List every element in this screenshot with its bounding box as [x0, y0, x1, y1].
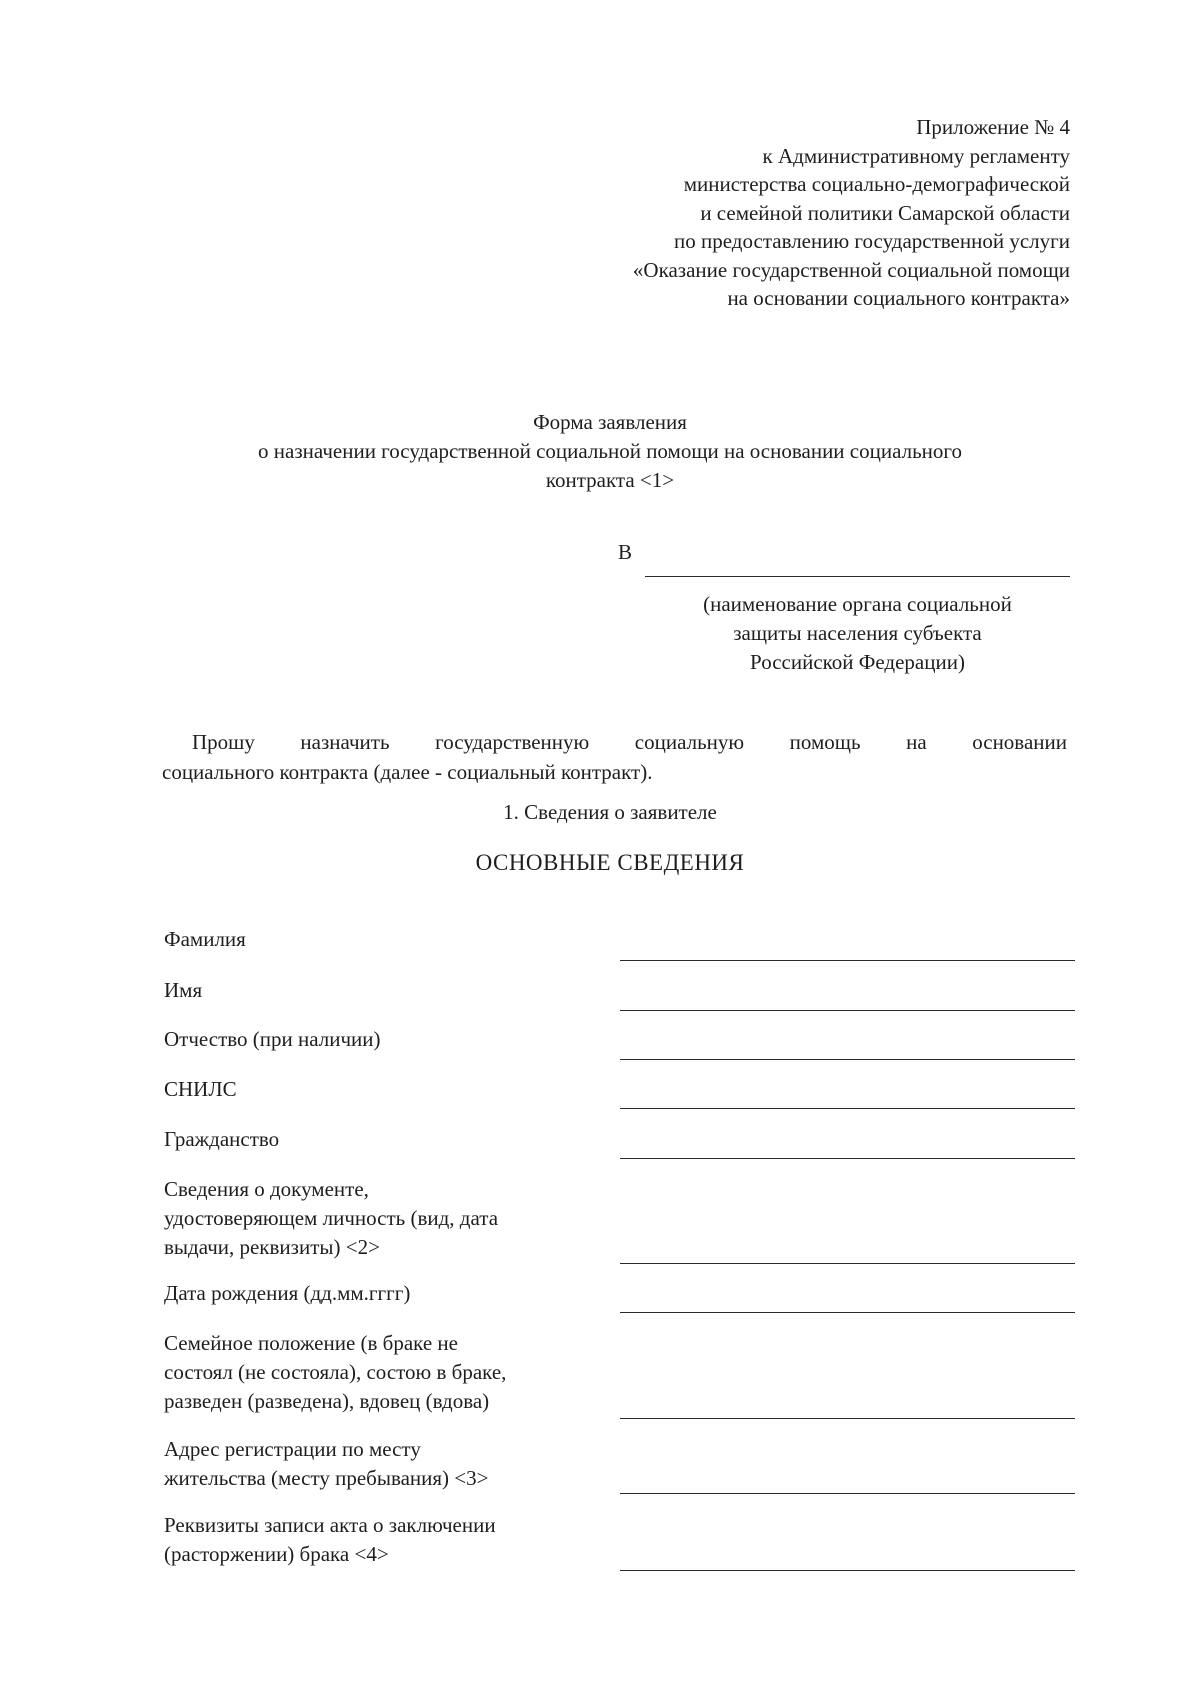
- form-title: [130, 408, 1090, 495]
- field-label-line: Фамилия: [164, 927, 246, 951]
- field-label-citizenship: [164, 1125, 584, 1154]
- field-label-snils: [164, 1075, 584, 1104]
- field-label-line: (расторжении) брака <4>: [164, 1542, 389, 1566]
- addressee-note-line: защиты населения субъекта: [733, 621, 982, 645]
- field-label-line: Гражданство: [164, 1127, 280, 1151]
- request-word: помощь: [789, 730, 861, 754]
- section-heading: 1. Сведения о заявителе: [503, 800, 717, 824]
- field-label-line: Отчество (при наличии): [164, 1027, 381, 1051]
- field-label-surname: [164, 925, 584, 954]
- field-label-line: удостоверяющем личность (вид, дата: [164, 1206, 499, 1230]
- appendix-header: [633, 113, 1070, 313]
- field-label-patronymic: [164, 1025, 584, 1054]
- appendix-line: «Оказание государственной социальной помощи: [632, 257, 1070, 282]
- field-label-identity-document: [164, 1175, 584, 1262]
- field-label-line: Реквизиты записи акта о заключении: [164, 1513, 496, 1537]
- addressee-note-line: Российской Федерации): [750, 650, 965, 674]
- form-title-line: Форма заявления: [533, 410, 687, 434]
- field-label-name: [164, 976, 584, 1005]
- request-word: назначить: [300, 730, 390, 754]
- field-label-line: разведен (разведена), вдовец (вдова): [164, 1389, 490, 1413]
- field-input-marriage-record[interactable]: [620, 1570, 1075, 1571]
- field-label-line: СНИЛС: [164, 1077, 237, 1101]
- field-label-marriage-record: [164, 1511, 584, 1569]
- field-input-snils[interactable]: [620, 1108, 1075, 1109]
- appendix-line: по предоставлению государственной услуги: [674, 229, 1070, 253]
- appendix-line: на основании социального контракта»: [727, 286, 1070, 310]
- field-input-patronymic[interactable]: [620, 1059, 1075, 1060]
- field-label-birth-date: [164, 1279, 584, 1308]
- form-title-line: контракта <1>: [545, 468, 675, 492]
- field-input-citizenship[interactable]: [620, 1158, 1075, 1159]
- addressee-note: [645, 590, 1070, 677]
- field-label-line: Сведения о документе,: [164, 1177, 369, 1201]
- field-label-line: выдачи, реквизиты) <2>: [164, 1235, 380, 1259]
- field-input-birth-date[interactable]: [620, 1312, 1075, 1313]
- field-label-line: Имя: [164, 978, 203, 1002]
- field-label-registration-address: [164, 1435, 584, 1493]
- form-title-line: о назначении государственной социальной помощи на основании социального: [258, 439, 962, 463]
- appendix-line: министерства социально-демографической: [683, 172, 1070, 196]
- field-label-line: состоял (не состояла), состою в браке,: [164, 1360, 507, 1384]
- request-word: Прошу: [192, 730, 255, 754]
- request-word: на: [906, 730, 927, 754]
- field-label-marital-status: [164, 1329, 584, 1416]
- field-input-name[interactable]: [620, 1010, 1075, 1011]
- field-input-marital-status[interactable]: [620, 1418, 1075, 1419]
- field-label-line: Адрес регистрации по месту: [164, 1437, 421, 1461]
- field-input-surname[interactable]: [620, 960, 1075, 961]
- field-input-identity-document[interactable]: [620, 1263, 1075, 1264]
- appendix-line: Приложение № 4: [916, 115, 1070, 139]
- field-label-line: Дата рождения (дд.мм.гггг): [164, 1281, 411, 1305]
- field-label-line: жительства (месту пребывания) <3>: [164, 1466, 489, 1490]
- request-word: социальную: [634, 730, 745, 754]
- request-word: основании: [972, 730, 1067, 754]
- request-first-line: [162, 727, 1067, 757]
- main-heading: ОСНОВНЫЕ СВЕДЕНИЯ: [475, 850, 745, 875]
- appendix-line: к Административному регламенту: [762, 143, 1070, 168]
- addressee-note-line: (наименование органа социальной: [703, 592, 1012, 616]
- field-input-registration-address[interactable]: [620, 1493, 1075, 1494]
- addressee-input-line[interactable]: [645, 576, 1070, 577]
- addressee-prefix: В: [618, 540, 633, 564]
- field-label-line: Семейное положение (в браке не: [164, 1331, 458, 1355]
- request-word: государственную: [435, 730, 590, 754]
- request-paragraph: [162, 727, 1067, 787]
- request-second-line: социального контракта (далее - социальный контракт).: [162, 760, 653, 784]
- appendix-line: и семейной политики Самарской области: [700, 200, 1070, 225]
